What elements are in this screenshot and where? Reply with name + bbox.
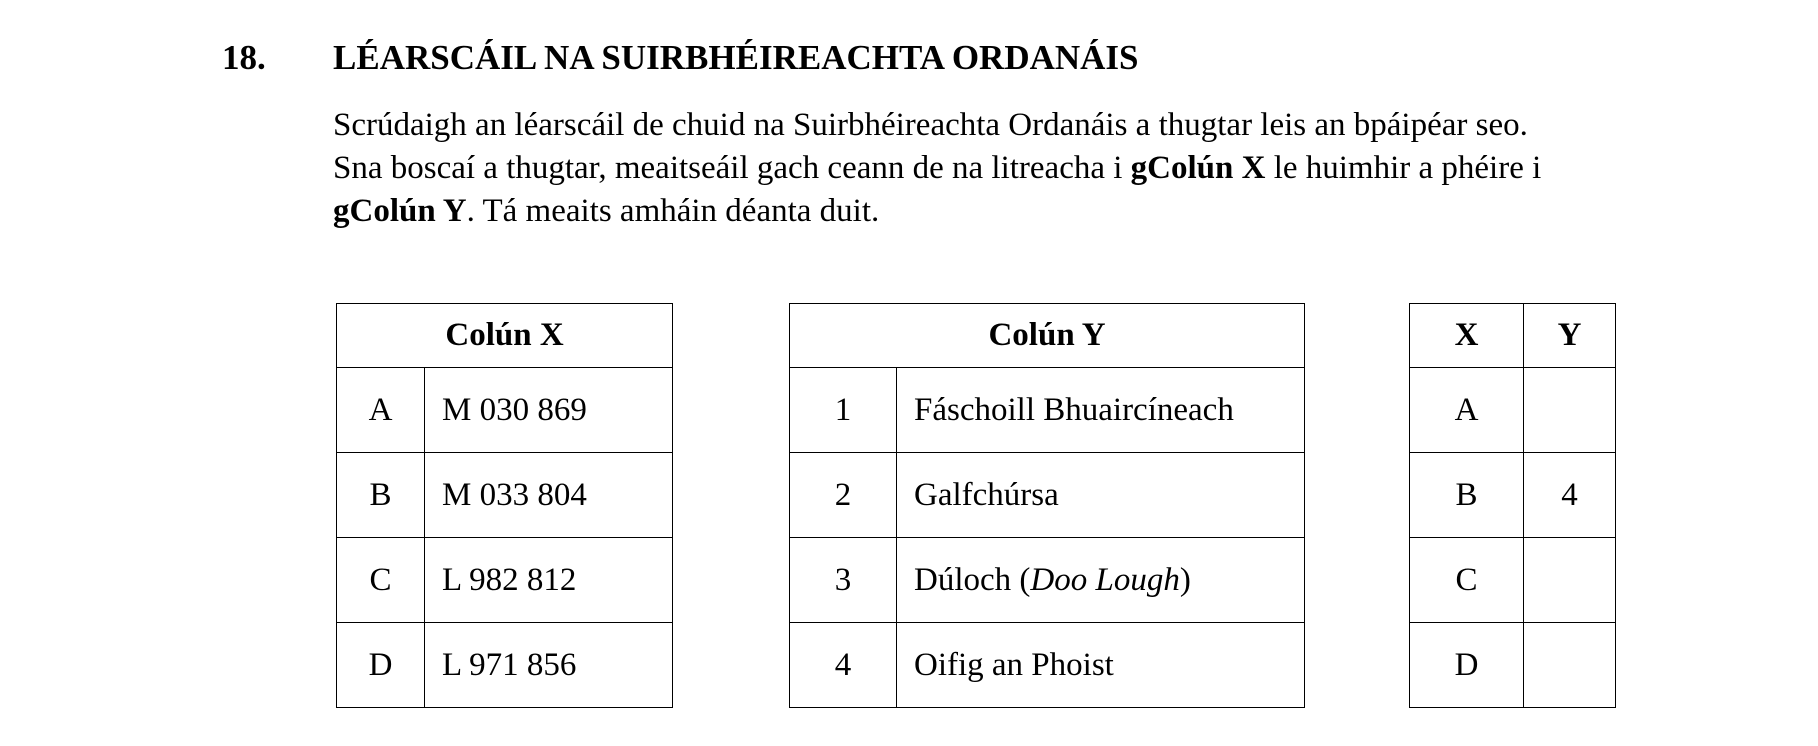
column-y-number: 4	[790, 623, 897, 708]
instructions-line-2-end: le huimhir a phéire i	[1265, 150, 1542, 186]
table-row	[790, 623, 1305, 708]
table-row	[337, 538, 673, 623]
column-x-reference: gColún X	[1130, 150, 1266, 186]
column-x-letter: A	[337, 368, 425, 453]
column-y-header: Colún Y	[790, 304, 1305, 368]
answer-letter: D	[1410, 623, 1524, 708]
question-title: LÉARSCÁIL NA SUIRBHÉIREACHTA ORDANÁIS	[333, 38, 1139, 77]
column-x-letter: D	[337, 623, 425, 708]
map-feature: Galfchúrsa	[897, 453, 1305, 538]
column-y-table	[789, 303, 1305, 708]
answer-table	[1409, 303, 1616, 708]
answer-box[interactable]	[1524, 368, 1616, 453]
column-x-header: Colún X	[337, 304, 673, 368]
grid-reference: M 030 869	[425, 368, 673, 453]
answer-header-row	[1410, 304, 1616, 368]
answer-header-x: X	[1410, 304, 1524, 368]
column-x-header-row	[337, 304, 673, 368]
column-x-letter: C	[337, 538, 425, 623]
column-y-reference: gColún Y	[333, 193, 467, 229]
instructions-line-3	[333, 190, 1773, 233]
table-row	[790, 453, 1305, 538]
table-row	[790, 368, 1305, 453]
column-y-header-row	[790, 304, 1305, 368]
column-y-number: 2	[790, 453, 897, 538]
instructions-line-1: Scrúdaigh an léarscáil de chuid na Suirbhéireachta Ordanáis a thugtar leis an bpáipéar seo.	[333, 107, 1528, 143]
instructions-line-2	[333, 147, 1773, 190]
map-feature-english-name: Doo Lough	[1030, 561, 1180, 598]
table-row	[1410, 453, 1616, 538]
map-feature: Oifig an Phoist	[897, 623, 1305, 708]
instructions	[333, 104, 1773, 233]
table-row	[1410, 538, 1616, 623]
answer-letter: B	[1410, 453, 1524, 538]
column-y-number: 3	[790, 538, 897, 623]
answer-letter: A	[1410, 368, 1524, 453]
map-feature: Fáschoill Bhuaircíneach	[897, 368, 1305, 453]
answer-box[interactable]	[1524, 623, 1616, 708]
table-row	[337, 368, 673, 453]
grid-reference: L 982 812	[425, 538, 673, 623]
table-row	[337, 453, 673, 538]
map-feature-text: Dúloch (	[914, 561, 1031, 598]
grid-reference: L 971 856	[425, 623, 673, 708]
table-row	[1410, 368, 1616, 453]
table-row	[1410, 623, 1616, 708]
map-feature	[897, 538, 1305, 623]
table-row	[790, 538, 1305, 623]
answer-letter: C	[1410, 538, 1524, 623]
map-feature-text-end: )	[1179, 561, 1191, 598]
grid-reference: M 033 804	[425, 453, 673, 538]
question-number: 18.	[222, 38, 266, 77]
column-x-table	[336, 303, 673, 708]
table-row	[337, 623, 673, 708]
instructions-line-2-text: Sna boscaí a thugtar, meaitseáil gach ceann de na litreacha i	[333, 150, 1131, 186]
answer-header-y: Y	[1524, 304, 1616, 368]
instructions-line-3-text: . Tá meaits amháin déanta duit.	[466, 193, 880, 229]
answer-box[interactable]	[1524, 538, 1616, 623]
answer-box[interactable]: 4	[1524, 453, 1616, 538]
column-y-number: 1	[790, 368, 897, 453]
column-x-letter: B	[337, 453, 425, 538]
